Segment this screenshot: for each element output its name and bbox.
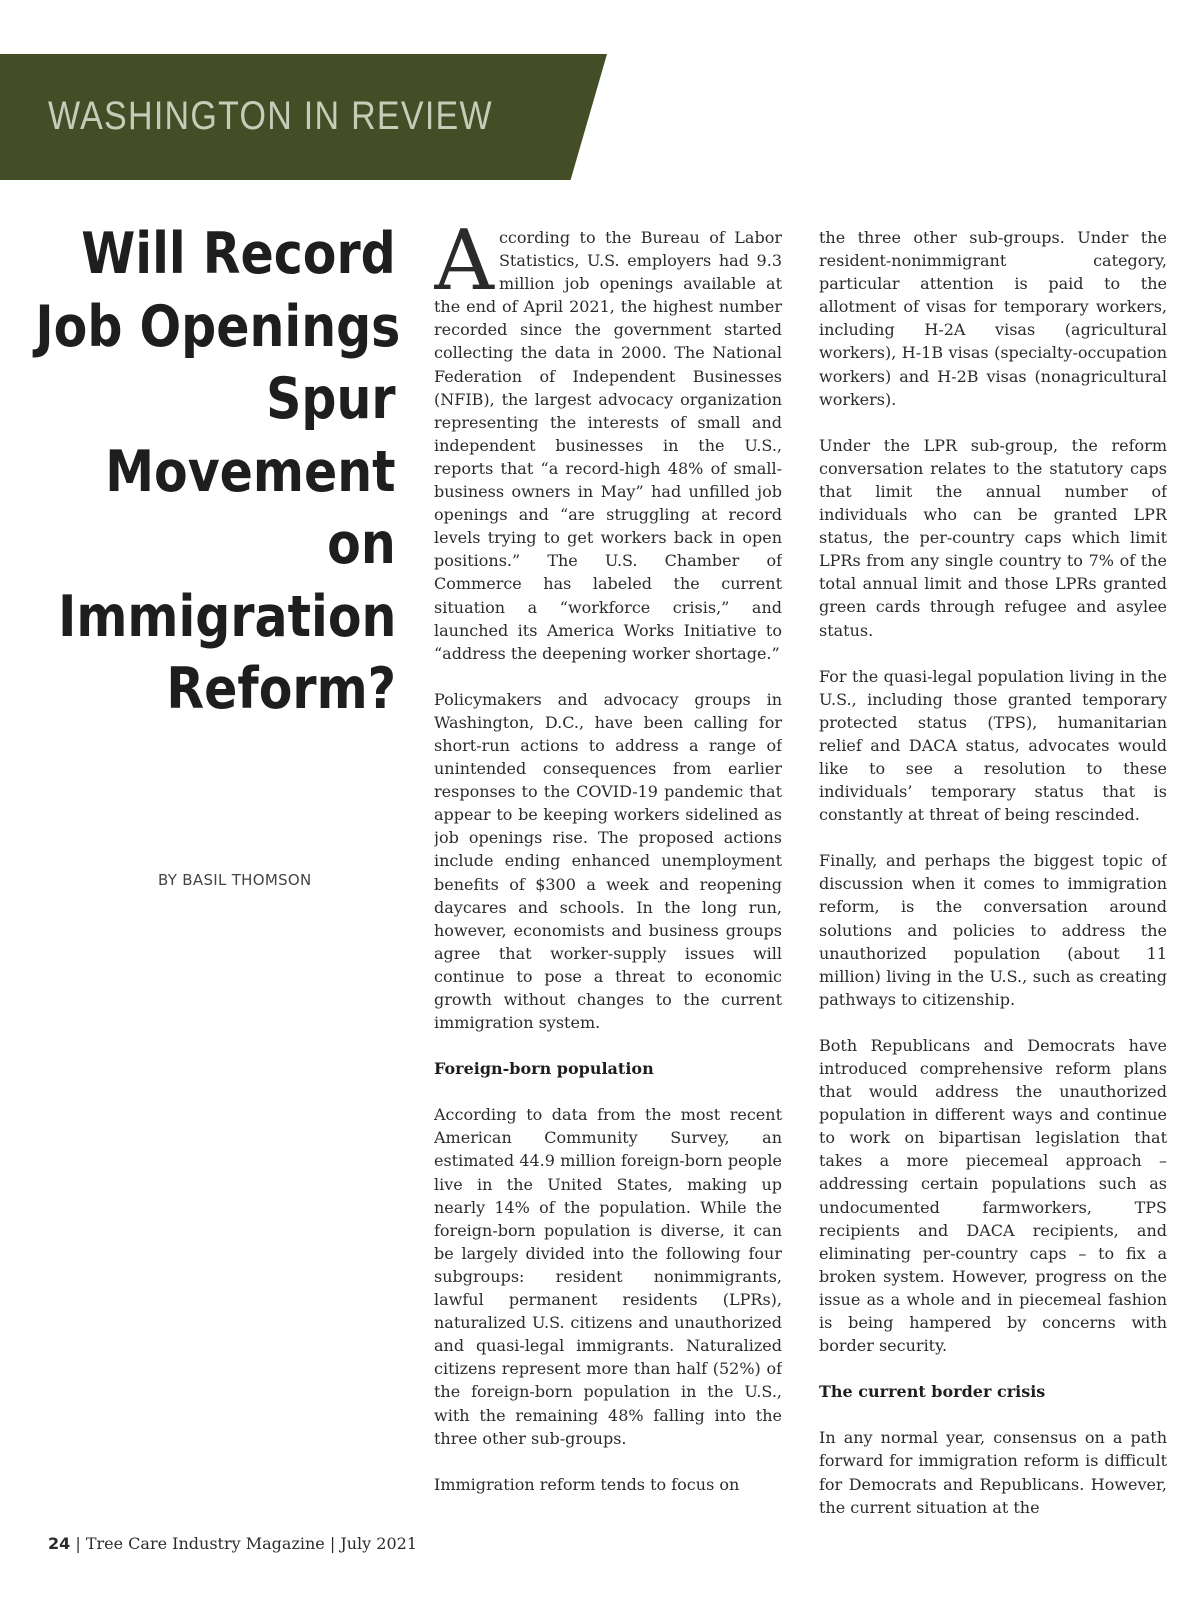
- article-headline: [0, 218, 401, 726]
- headline-line: Movement: [105, 438, 396, 505]
- paragraph: According to data from the most recent American Community Survey, an estimated 44.9 million foreign-born people live in the United States, making up nearly 14% of the population. While the foreign-born population is diverse, it can be largely divided into the following four subgroups: resident nonimmigrants, lawful permanent residents (LPRs), naturalized U.S. citizens and unauthorized and quasi-legal immigrants. Naturalized citizens represent more than half (52%) of the foreign-born population in the U.S., with the remaining 48% falling into the three other sub-groups.: [434, 1105, 782, 1448]
- headline-line: Spur: [266, 366, 396, 432]
- paragraph: the three other sub-groups. Under the resident-nonimmigrant category, particular attention is paid to the allotment of visas for temporary workers, including H-2A visas (agricultural workers), H-1B visas (specialty-occupation workers) and H-2B visas (nonagricultural workers).: [819, 228, 1167, 409]
- paragraph: For the quasi-legal population living in the U.S., including those granted temporary protected status (TPS), humanitarian relief and DACA status, advocates would like to see a resolution to these individuals’ temporary status that is constantly at threat of being rescinded.: [819, 666, 1167, 825]
- headline-line: Will Record: [81, 221, 396, 287]
- article-column-2: [819, 226, 1167, 1526]
- subheading: Foreign-born population: [434, 1059, 654, 1079]
- headline-line: Job Openings: [35, 293, 401, 360]
- headline-line: Immigration: [57, 583, 396, 650]
- headline-line: Reform?: [166, 656, 396, 722]
- subheading: The current border crisis: [819, 1382, 1046, 1402]
- article-column-1: [434, 226, 782, 1526]
- headline-line: on: [327, 511, 396, 577]
- byline: BY BASIL THOMSON: [158, 871, 312, 889]
- paragraph: Finally, and perhaps the biggest topic of discussion when it comes to immigration reform, is the conversation around solutions and policies to address the unauthorized population (about 11 million) living in the U.S., such as creating pathways to citizenship.: [819, 851, 1167, 1009]
- paragraph: Immigration reform tends to focus on: [434, 1474, 740, 1494]
- section-label: WASHINGTON IN REVIEW: [48, 94, 493, 138]
- drop-cap: A: [434, 226, 494, 309]
- paragraph: Under the LPR sub-group, the reform conversation relates to the statutory caps that limit the annual number of individuals who can be granted LPR status, the per-country caps which limit LPRs from any single country to 7% of the total annual limit and those LPRs granted green cards through refugee and asylee status.: [819, 435, 1167, 640]
- paragraph: In any normal year, consensus on a path forward for immigration reform is difficult for Democrats and Republicans. However, the current situation at the: [819, 1428, 1167, 1517]
- page-number: 24: [48, 1534, 71, 1553]
- paragraph: [434, 226, 782, 665]
- page-footer: [48, 1534, 417, 1553]
- paragraph-text: ccording to the Bureau of Labor Statistics, U.S. employers had 9.3 million job openings available at the end of April 2021, the highest number recorded since the government started collecting the data in 2000. The National Federation of Independent Businesses (NFIB), the largest advocacy organization representing the interests of small and independent businesses in the U.S., reports that “a record-high 48% of small-business owners in May” had unfilled job openings and “are struggling at record levels trying to get workers back in open positions.” The U.S. Chamber of Commerce has labeled the current situation a “workforce crisis,” and launched its America Works Initiative to “address the deepening worker shortage.”: [434, 228, 782, 663]
- paragraph: Policymakers and advocacy groups in Washington, D.C., have been calling for short-run actions to address a range of unintended consequences from earlier responses to the COVID-19 pandemic that appear to be keeping workers sidelined as job openings rise. The proposed actions include ending enhanced unemployment benefits of $300 a week and reopening daycares and schools. In the long run, however, economists and business groups agree that worker-supply issues will continue to pose a threat to economic growth without changes to the current immigration system.: [434, 689, 782, 1033]
- paragraph: Both Republicans and Democrats have introduced comprehensive reform plans that would address the unauthorized population in different ways and continue to work on bipartisan legislation that takes a more piecemeal approach – addressing certain populations such as undocumented farmworkers, TPS recipients and DACA recipients, and eliminating per-country caps – to fix a broken system. However, progress on the issue as a whole and in piecemeal fashion is being hampered by concerns with border security.: [819, 1035, 1167, 1356]
- publication-info: | Tree Care Industry Magazine | July 2021: [70, 1534, 418, 1553]
